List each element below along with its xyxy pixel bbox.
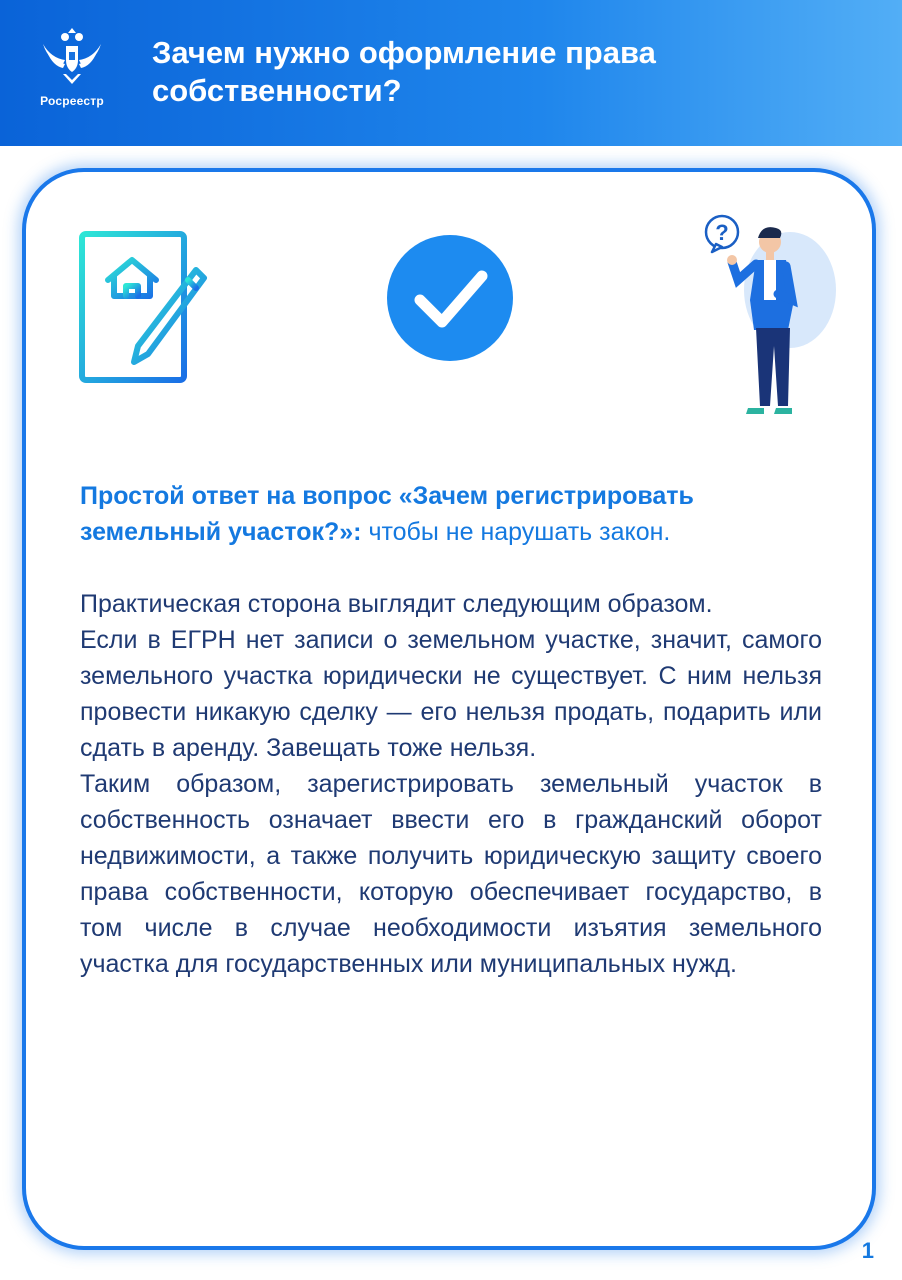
lead-question: Простой ответ на вопрос «Зачем регистрировать земельный участок?»: [80, 482, 694, 546]
svg-text:?: ? [715, 220, 729, 245]
rosreestr-logo [22, 22, 122, 122]
logo-label: Росреестр [40, 94, 104, 108]
page-number: 1 [861, 1238, 874, 1263]
paragraph-egrn: Если в ЕГРН нет записи о земельном участке, значит, самого земельного участка юридически не существует. С ним нельзя провести никакую сделку — его нельзя продать, подарить или сдать в аренду. Завещать тоже нельзя. [80, 626, 822, 762]
paragraph-conclusion: Таким образом, зарегистрировать земельный участок в собственность означает ввести его в гражданский оборот недвижимости, а также получить юридическую защиту своего права собственности, которую обеспечивает государство, в том числе в случае необходимости изъятия земельного участка для государственных или муниципальных нужд. [80, 770, 822, 978]
paragraph-practical: Практическая сторона выглядит следующим образом. [80, 590, 713, 618]
header-banner [0, 0, 902, 146]
checkmark-circle-icon [386, 234, 514, 362]
lead-answer: чтобы не нарушать закон. [361, 518, 671, 546]
person-question-icon [698, 210, 838, 420]
main-text [80, 478, 822, 982]
eagle-emblem-icon [37, 22, 107, 92]
lead-paragraph [80, 478, 822, 550]
document-house-pencil-icon [78, 228, 208, 394]
page-title: Зачем нужно оформление права собственности? [152, 35, 656, 108]
